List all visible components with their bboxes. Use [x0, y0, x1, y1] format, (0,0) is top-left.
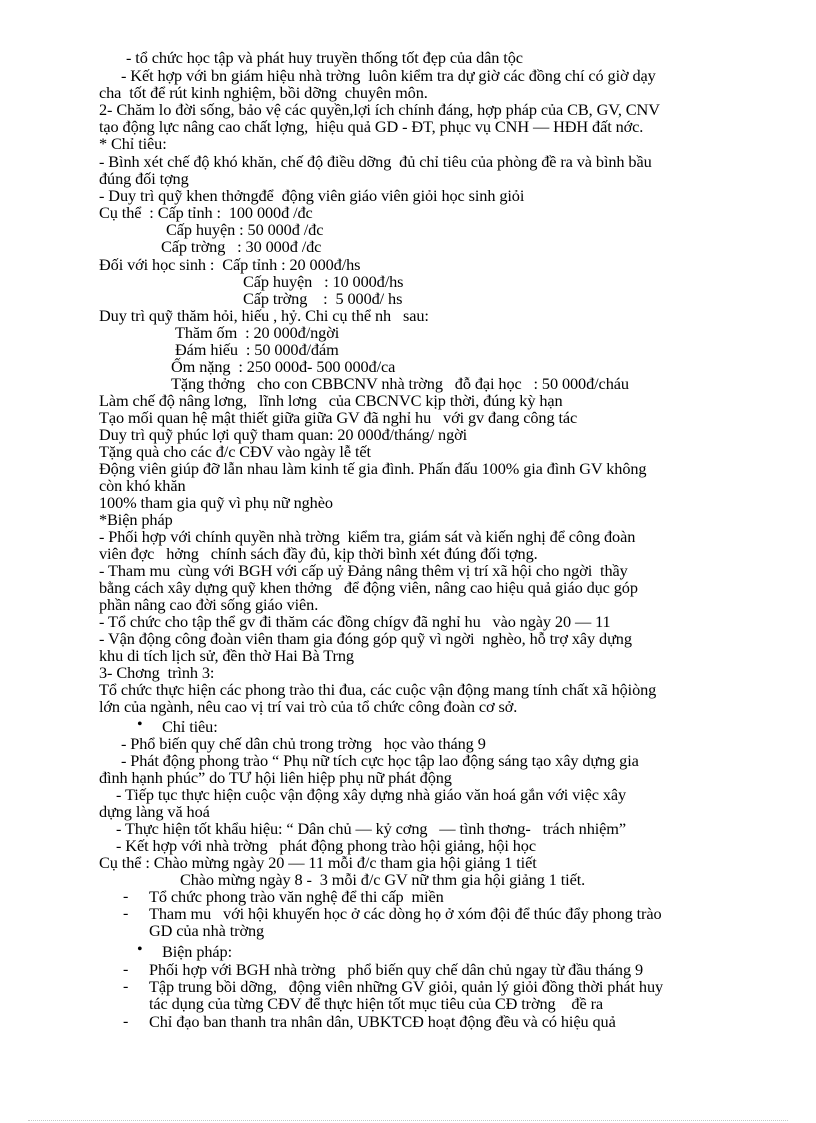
text-line: - Tổ chức cho tập thể gv đi thăm các đồng chígv đã nghỉ hu vào ngày 20 — 11: [99, 612, 611, 631]
text-line: 3- Chơng trình 3:: [99, 663, 215, 682]
text-line: Tập trung bồi dỡng, động viên những GV giỏi, quản lý giỏi đồng thời phát huy: [149, 977, 664, 996]
text-line: Cụ thể : Chào mừng ngày 20 — 11 mỗi đ/c tham gia hội giảng 1 tiết: [99, 853, 537, 872]
text-line: dựng làng vă hoá: [99, 802, 210, 821]
text-line: - Kết hợp với nhà trờng phát động phong trào hội giảng, hội học: [116, 836, 536, 855]
dash-marker: -: [123, 888, 129, 905]
dash-marker: -: [123, 905, 129, 922]
text-line: - Tiếp tục thực hiện cuộc vận động xây dựng nhà giáo văn hoá gắn với việc xây: [116, 785, 627, 804]
text-line: - Phát động phong trào “ Phụ nữ tích cực học tập lao động sáng tạo xây dựng gia: [121, 751, 639, 770]
text-line: phần nâng cao đời sống giáo viên.: [99, 595, 319, 614]
text-line: Duy trì quỹ thăm hỏi, hiếu , hỷ. Chi cụ thể nh sau:: [99, 306, 429, 325]
text-line: còn khó khăn: [99, 476, 186, 495]
dash-marker: -: [123, 1013, 129, 1030]
text-line: 2- Chăm lo đời sống, bảo vệ các quyền,lợi ích chính đáng, hợp pháp của CB, GV, CNV: [99, 100, 660, 119]
text-line: - Phổ biến quy chế dân chủ trong trờng học vào tháng 9: [121, 734, 486, 753]
text-line: 100% tham gia quỹ vì phụ nữ nghèo: [99, 493, 333, 512]
text-line: - Tham mu cùng với BGH với cấp uỷ Đảng nâng thêm vị trí xã hội cho ngời thầy: [99, 561, 628, 580]
text-line: - Kết hợp với bn giám hiệu nhà trờng luôn kiểm tra dự giờ các đồng chí có giờ dạy: [121, 66, 656, 85]
text-line: Cấp huyện : 10 000đ/hs: [243, 272, 404, 291]
text-line: lớn của ngành, nêu cao vị trí vai trò của tổ chức công đoàn cơ sở.: [99, 697, 518, 716]
text-line: Đám hiếu : 50 000đ/đám: [175, 340, 339, 359]
text-line: đúng đối tợng: [99, 169, 189, 188]
text-line: Tham mu với hội khuyến học ở các dòng họ ở xóm đội để thúc đẩy phong trào: [149, 904, 662, 923]
text-line: Động viên giúp đỡ lẫn nhau làm kinh tế gia đình. Phấn đấu 100% gia đình GV không: [99, 459, 647, 478]
text-line: Thăm ốm : 20 000đ/ngời: [175, 323, 340, 342]
text-line: Làm chế độ nâng lơng, lĩnh lơng của CBCNVC kịp thời, đúng kỳ hạn: [99, 391, 563, 410]
text-line: - tổ chức học tập và phát huy truyền thống tốt đẹp của dân tộc: [126, 48, 523, 67]
text-line: Chỉ đạo ban thanh tra nhân dân, UBKTCĐ hoạt động đều và có hiệu quả: [149, 1012, 616, 1031]
text-line: tạo động lực nâng cao chất lợng, hiệu quả GD - ĐT, phục vụ CNH — HĐH đất nớc.: [99, 117, 644, 136]
text-line: Tặng thởng cho con CBBCNV nhà trờng đỗ đại học : 50 000đ/cháu: [171, 374, 629, 393]
text-line: bằng cách xây dựng quỹ khen thởng để động viên, nâng cao hiệu quả giáo dục góp: [99, 578, 638, 597]
text-line: Ốm nặng : 250 000đ- 500 000đ/ca: [171, 357, 396, 376]
text-line: Cấp trờng : 30 000đ /đc: [161, 237, 322, 256]
bullet-icon: •: [137, 716, 143, 733]
text-line: cha tốt để rút kinh nghiệm, bồi dỡng chuyên môn.: [99, 83, 428, 102]
text-line: - Phối hợp với chính quyền nhà trờng kiểm tra, giám sát và kiến nghị để công đoàn: [99, 527, 636, 546]
dash-marker: -: [123, 978, 129, 995]
text-line: Tặng quà cho các đ/c CĐV vào ngày lễ tết: [99, 442, 371, 461]
text-line: - Vận động công đoàn viên tham gia đóng góp quỹ vì ngời nghèo, hỗ trợ xây dựng: [99, 629, 632, 648]
text-line: - Bình xét chế độ khó khăn, chế độ điều dỡng đủ chỉ tiêu của phòng đề ra và bình bầu: [99, 152, 652, 171]
dash-marker: -: [123, 961, 129, 978]
text-line: GD của nhà trờng: [149, 921, 265, 940]
text-line: khu di tích lịch sử, đền thờ Hai Bà Trng: [99, 646, 354, 665]
text-line: - Duy trì quỹ khen thởngđể động viên giáo viên giỏi học sinh giỏi: [99, 186, 525, 205]
bullet-icon: •: [137, 941, 143, 958]
text-line: Đối với học sinh : Cấp tỉnh : 20 000đ/hs: [99, 255, 361, 274]
text-line: Chỉ tiêu:: [162, 717, 218, 736]
text-line: Biện pháp:: [162, 942, 232, 961]
text-line: viên đợc hởng chính sách đầy đủ, kịp thời bình xét đúng đối tợng.: [99, 544, 538, 563]
text-line: Tạo mối quan hệ mật thiết giữa giữa GV đã nghỉ hu với gv đang công tác: [99, 408, 578, 427]
text-line: tác dụng của từng CĐV để thực hiện tốt mục tiêu của CĐ trờng đề ra: [149, 994, 604, 1013]
text-line: Cấp trờng : 5 000đ/ hs: [243, 289, 403, 308]
text-line: Duy trì quỹ phúc lợi quỹ tham quan: 20 000đ/tháng/ ngời: [99, 425, 468, 444]
text-line: Cụ thể : Cấp tỉnh : 100 000đ /đc: [99, 203, 313, 222]
text-line: Phối hợp với BGH nhà trờng phổ biến quy chế dân chủ ngay từ đầu tháng 9: [149, 960, 644, 979]
text-line: Tổ chức phong trào văn nghệ để thi cấp miền: [149, 887, 444, 906]
page-bottom-divider: [28, 1120, 788, 1121]
text-line: *Biện pháp: [99, 510, 173, 529]
text-line: đình hạnh phúc” do TƯ hội liên hiệp phụ nữ phát động: [99, 768, 452, 787]
text-line: Tổ chức thực hiện các phong trào thi đua, các cuộc vận động mang tính chất xã hộiòng: [99, 680, 657, 699]
text-line: Chào mừng ngày 8 - 3 mỗi đ/c GV nữ thm gia hội giảng 1 tiết.: [180, 870, 586, 889]
text-line: - Thực hiện tốt khẩu hiệu: “ Dân chủ — kỷ cơng — tình thơng- trách nhiệm”: [116, 819, 626, 838]
text-line: Cấp huyện : 50 000đ /đc: [166, 220, 324, 239]
text-line: * Chỉ tiêu:: [99, 134, 167, 153]
